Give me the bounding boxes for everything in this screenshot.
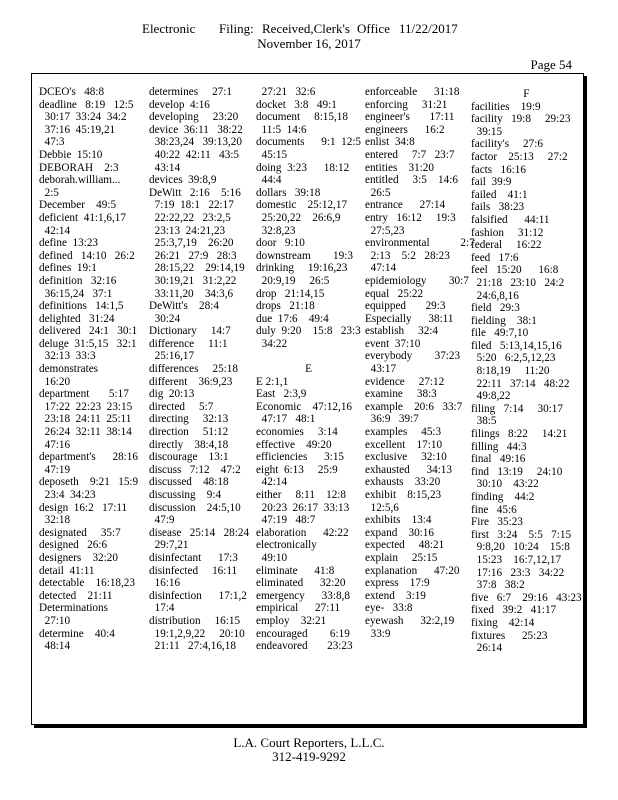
index-entry: 23:13 24:21,23	[149, 224, 226, 237]
index-entry: disinfection 17:1,2	[149, 589, 247, 602]
filing-stamp-date: 11/22/2017	[399, 21, 458, 36]
index-entry: endeavored 23:23	[256, 640, 353, 653]
index-entry: exclusive 32:10	[365, 451, 447, 464]
index-entry: 37:8 38:2	[471, 579, 525, 592]
index-entry: 22:22,22 23:2,5	[149, 211, 231, 224]
index-entry: department's 28:16	[39, 451, 138, 464]
index-entry: 23:4 34:23	[39, 489, 96, 501]
index-entry: employ 32:21	[256, 614, 327, 627]
index-entry: 38:23,24 39:13,20	[149, 136, 242, 149]
index-entry: 47:3	[39, 136, 65, 149]
index-entry: expand 30:16	[365, 526, 434, 539]
index-entry: directly 38:4,18	[149, 438, 229, 451]
index-entry: exhibit 8:15,23	[365, 489, 442, 501]
index-entry: domestic 25:12,17	[256, 199, 348, 212]
index-entry: 40:22 42:11 43:5	[149, 148, 240, 161]
index-entry: encouraged 6:19	[256, 627, 350, 640]
footer-phone: 312-419-9292	[272, 749, 346, 764]
filing-stamp-electronic: Electronic	[142, 21, 196, 36]
index-entry: discussed 48:18	[149, 476, 229, 489]
index-entry: facilities 19:9	[471, 100, 541, 113]
index-entry: 32:8,23	[256, 224, 296, 237]
index-entry: 36:15,24 37:1	[39, 287, 113, 300]
index-entry: 37:16 45:19,21	[39, 123, 116, 136]
index-entry: 47:16	[39, 438, 71, 451]
index-entry: 30:10 43:22	[471, 478, 539, 491]
index-entry: 26:14	[471, 642, 503, 655]
index-entry: 48:14	[39, 640, 71, 653]
index-entry: 45:15	[256, 148, 288, 161]
index-entry: developing 23:20	[149, 111, 239, 124]
index-entry: 16:20	[39, 375, 71, 388]
index-entry: 42:14	[256, 476, 288, 489]
index-entry: emergency 33:8,8	[256, 589, 350, 602]
index-entry: differences 25:18	[149, 363, 238, 376]
index-entry: fail 39:9	[471, 176, 512, 189]
index-entry: file 49:7,10	[471, 327, 529, 340]
index-entry: 36:9 39:7	[365, 413, 419, 426]
index-entry: 27:10	[39, 614, 71, 627]
filing-stamp-filing: Filing:	[219, 21, 254, 36]
index-entry: document 8:15,18	[256, 111, 348, 124]
index-entry: December 49:5	[39, 199, 117, 212]
index-entry: deborah.william...	[39, 174, 121, 187]
index-entry: exhausted 34:13	[365, 463, 452, 476]
index-entry: develop 4:16	[149, 98, 210, 111]
index-entry: discuss 7:12 47:2	[149, 463, 241, 476]
index-entry: electronically	[256, 539, 317, 552]
index-entry: 17:22 22:23 23:15	[39, 400, 133, 413]
index-entry: explain 25:15	[365, 551, 438, 564]
index-entry: 42:14	[39, 224, 71, 237]
index-entry: extend 3:19	[365, 589, 426, 602]
index-entry: discussion 24:5,10	[149, 501, 241, 514]
footer-company: L.A. Court Reporters, L.L.C.	[233, 735, 385, 750]
index-entry: excellent 17:10	[365, 438, 443, 451]
index-entry: first 3:24 5:5 7:15	[471, 528, 572, 541]
index-entry: directing 32:13	[149, 413, 229, 426]
index-entry: filling 44:3	[471, 440, 527, 453]
index-entry: 21:11 27:4,16,18	[149, 640, 236, 653]
filing-stamp-office: Office	[357, 21, 390, 36]
index-entry: entry 16:12 19:3	[365, 211, 456, 224]
index-entry: docket 3:8 49:1	[256, 98, 337, 111]
index-entry: 47:19 48:7	[256, 514, 316, 527]
index-entry: deadline 8:19 12:5	[39, 98, 134, 111]
index-entry: environmental 2:7	[365, 237, 475, 250]
index-entry: facility's 27:6	[471, 138, 543, 151]
page-number: Page 54	[530, 57, 572, 72]
index-column-5	[471, 88, 582, 655]
index-entry: duly 9:20 15:8 23:3	[256, 325, 361, 338]
index-entry	[256, 350, 361, 363]
index-entry: eight 6:13 25:9	[256, 463, 338, 476]
index-entry: 25:3,7,19 26:20	[149, 237, 234, 250]
index-entry: 20:9,19 26:5	[256, 274, 330, 287]
index-entry: detail 41:11	[39, 564, 95, 577]
index-entry: 49:10	[256, 551, 288, 564]
index-entry: enforcing 31:21	[365, 98, 448, 111]
index-entry: designers 32:20	[39, 551, 118, 564]
index-entry: E 2:1,1	[256, 375, 289, 388]
index-entry: five 6:7 29:16 43:23	[471, 591, 582, 604]
index-entry: either 8:11 12:8	[256, 489, 347, 501]
index-entry: 30:19,21 31:2,22	[149, 274, 237, 287]
index-entry: drinking 19:16,23	[256, 262, 348, 275]
index-entry: finding 44:2	[471, 491, 535, 503]
index-entry: 16:16	[149, 577, 181, 590]
index-entry: deluge 31:5,15 32:1	[39, 337, 137, 350]
index-entry: 21:18 23:10 24:2	[471, 276, 565, 289]
section-letter: E	[305, 363, 312, 376]
index-entry: dig 20:13	[149, 388, 195, 401]
index-entry: 26:24 32:11 38:14	[39, 426, 132, 439]
index-entry: fails 38:23	[471, 201, 525, 214]
section-letter: F	[523, 88, 530, 100]
index-entry: fixing 42:14	[471, 616, 535, 629]
index-entry: delivered 24:1 30:1	[39, 325, 138, 338]
index-entry: Fire 35:23	[471, 516, 523, 529]
index-entry: entered 7:7 23:7	[365, 148, 455, 161]
index-entry: due 17:6 49:4	[256, 312, 329, 325]
index-entry: event 37:10	[365, 337, 421, 350]
index-entry: field 29:3	[471, 302, 520, 315]
index-entry: filings 8:22 14:21	[471, 428, 568, 441]
index-entry: 32:18	[39, 514, 71, 527]
index-entry: entitled 3:5 14:6	[365, 174, 458, 187]
index-entry: establish 32:4	[365, 325, 439, 338]
index-entry: Especially 38:11	[365, 312, 454, 325]
index-entry: DEBORAH 2:3	[39, 161, 119, 174]
index-entry: delighted 31:24	[39, 312, 115, 325]
index-entry: 38:5	[471, 415, 497, 428]
index-entry: economies 3:14	[256, 426, 338, 439]
index-entry: eliminated 32:20	[256, 577, 346, 590]
index-entry: determine 40:4	[39, 627, 115, 640]
index-entry: eyewash 32:2,19	[365, 614, 455, 627]
index-entry: doing 3:23 18:12	[256, 161, 350, 174]
index-entry: 43:14	[149, 161, 181, 174]
index-entry: everybody 37:23	[365, 350, 461, 363]
index-entry: door 9:10	[256, 237, 305, 250]
index-entry: 47:19	[39, 463, 71, 476]
index-entry: engineer's 17:11	[365, 111, 455, 124]
index-entry: 24:6,8,16	[471, 289, 519, 302]
index-entry: dollars 39:18	[256, 186, 321, 199]
index-entry: final 49:16	[471, 453, 526, 466]
index-entry: equal 25:22	[365, 287, 424, 300]
index-entry: examine 38:3	[365, 388, 437, 401]
index-entry: DCEO's 48:8	[39, 86, 105, 98]
index-entry: explanation 47:20	[365, 564, 460, 577]
index-entry: example 20:6 33:7	[365, 400, 463, 413]
index-entry: distribution 16:15	[149, 614, 241, 627]
index-entry: epidemiology 30:7	[365, 274, 469, 287]
index-entry: fashion 31:12	[471, 226, 544, 239]
index-entry: filed 5:13,14,15,16	[471, 339, 562, 352]
index-entry: DeWitt's 28:4	[149, 300, 219, 313]
index-entry: fielding 38:1	[471, 314, 537, 327]
index-entry: discussing 9:4	[149, 489, 222, 501]
index-entry: 34:22	[256, 337, 288, 350]
index-entry: determines 27:1	[149, 86, 232, 98]
index-entry: entities 31:20	[365, 161, 434, 174]
index-table	[31, 73, 584, 725]
index-entry: 17:4	[149, 602, 175, 615]
index-entry: East 2:3,9	[256, 388, 307, 401]
index-entry: department 5:17	[39, 388, 129, 401]
index-entry: fine 45:6	[471, 503, 517, 516]
index-entry: 33:9	[365, 627, 391, 640]
index-entry: efficiencies 3:15	[256, 451, 345, 464]
index-entry: disinfected 16:11	[149, 564, 238, 577]
index-entry: enforceable 31:18	[365, 86, 460, 98]
index-entry: 2:5	[39, 186, 59, 199]
index-entry: examples 45:3	[365, 426, 442, 439]
index-entry: engineers 16:2	[365, 123, 445, 136]
index-entry: enlist 34:8	[365, 136, 415, 149]
index-entry: factor 25:13 27:2	[471, 150, 568, 163]
index-entry: 5:20 6:2,5,12,23	[471, 352, 556, 365]
index-entry: definitions 14:1,5	[39, 300, 124, 313]
index-entry: falsified 44:11	[471, 213, 550, 226]
index-column-3	[256, 86, 361, 653]
index-entry: 39:15	[471, 125, 503, 138]
index-entry: 23:18 24:11 25:11	[39, 413, 132, 426]
index-entry: defined 14:10 26:2	[39, 249, 135, 262]
index-entry: downstream 19:3	[256, 249, 353, 262]
index-entry: designated 35:7	[39, 526, 121, 539]
index-entry: difference 11:1	[149, 337, 228, 350]
index-entry: fixtures 25:23	[471, 629, 548, 642]
index-column-2	[149, 86, 249, 653]
index-entry: find 13:19 24:10	[471, 465, 563, 478]
index-entry: elaboration 42:22	[256, 526, 349, 539]
index-entry: discourage 13:1	[149, 451, 229, 464]
index-entry: feed 17:6	[471, 251, 519, 264]
index-entry: 47:9	[149, 514, 175, 527]
index-entry: empirical 27:11	[256, 602, 341, 615]
index-entry: 44:4	[256, 174, 282, 187]
index-entry: federal 16:22	[471, 239, 542, 252]
index-entry: expected 48:21	[365, 539, 445, 552]
index-entry: 7:19 18:1 22:17	[149, 199, 234, 212]
index-entry: 47:14	[365, 262, 397, 275]
index-entry: effective 49:20	[256, 438, 332, 451]
index-entry: DeWitt 2:16 5:16	[149, 186, 241, 199]
index-entry: 2:13 5:2 28:23	[365, 249, 450, 262]
index-entry: filing 7:14 30:17	[471, 402, 563, 415]
index-column-1	[39, 86, 138, 653]
index-entry: 27:5,23	[365, 224, 405, 237]
index-entry: eliminate 41:8	[256, 564, 335, 577]
index-entry: device 36:11 38:22	[149, 123, 243, 136]
index-entry: Dictionary 14:7	[149, 325, 231, 338]
index-entry: 28:15,22 29:14,19	[149, 262, 245, 275]
index-entry: 15:23 16:7,12,17	[471, 553, 562, 566]
index-entry: express 17:9	[365, 577, 430, 590]
index-entry: drop 21:14,15	[256, 287, 325, 300]
index-entry: 26:21 27:9 28:3	[149, 249, 237, 262]
index-entry: 43:17	[365, 363, 397, 376]
index-entry: 17:16 23:3 34:22	[471, 566, 565, 579]
index-entry: 30:24	[149, 312, 181, 325]
index-entry: facts 16:16	[471, 163, 526, 176]
index-entry: deposeth 9:21 15:9	[39, 476, 139, 489]
index-entry: 20:23 26:17 33:13	[256, 501, 350, 514]
index-entry: different 36:9,23	[149, 375, 233, 388]
index-entry: deficient 41:1,6,17	[39, 211, 126, 224]
filing-stamp-received: Received,Clerk's	[262, 21, 350, 36]
index-entry: 30:17 33:24 34:2	[39, 111, 127, 124]
index-entry: facility 19:8 29:23	[471, 113, 571, 126]
index-entry: designed 26:6	[39, 539, 108, 552]
index-entry: 25:16,17	[149, 350, 195, 363]
index-entry: entrance 27:14	[365, 199, 446, 212]
index-entry: defines 19:1	[39, 262, 97, 275]
index-entry: Economic 47:12,16	[256, 400, 353, 413]
transcript-date: November 16, 2017	[257, 36, 361, 51]
index-entry: Debbie 15:10	[39, 148, 103, 161]
index-entry: 49:8,22	[471, 390, 511, 403]
index-entry: fixed 39:2 41:17	[471, 604, 557, 617]
index-entry: exhibits 13:4	[365, 514, 432, 527]
index-entry: design 16:2 17:11	[39, 501, 128, 514]
index-entry: direction 51:12	[149, 426, 229, 439]
index-entry: detected 21:11	[39, 589, 113, 602]
index-entry: documents 9:1 12:5	[256, 136, 362, 149]
index-entry: directed 5:7	[149, 400, 214, 413]
index-entry: devices 39:8,9	[149, 174, 217, 187]
index-entry: 32:13 33:3	[39, 350, 96, 363]
index-entry: 25:20,22 26:6,9	[256, 211, 341, 224]
index-entry: equipped 29:3	[365, 300, 446, 313]
index-entry: 47:17 48:1	[256, 413, 316, 426]
index-entry: 26:5	[365, 186, 391, 199]
index-column-4	[365, 86, 475, 640]
index-entry: 33:11,20 34:3,6	[149, 287, 234, 300]
index-entry: demonstrates	[39, 363, 99, 376]
index-entry: 19:1,2,9,22 20:10	[149, 627, 245, 640]
index-entry: disease 25:14 28:24	[149, 526, 250, 539]
index-entry: feel 15:20 16:8	[471, 264, 559, 277]
index-entry: Determinations	[39, 602, 108, 615]
index-entry: 8:18,19 11:20	[471, 365, 550, 378]
index-entry: disinfectant 17:3	[149, 551, 238, 564]
index-entry: 11:5 14:6	[256, 123, 307, 136]
index-entry: 29:7,21	[149, 539, 189, 552]
index-entry: 12:5,6	[365, 501, 399, 514]
index-entry: evidence 27:12	[365, 375, 445, 388]
index-entry: eye- 33:8	[365, 602, 413, 615]
index-entry: definition 32:16	[39, 274, 117, 287]
index-entry: 9:8,20 10:24 15:8	[471, 541, 570, 554]
index-entry: exhausts 33:20	[365, 476, 441, 489]
index-entry: 22:11 37:14 48:22	[471, 377, 570, 390]
index-entry: failed 41:1	[471, 188, 528, 201]
index-entry: define 13:23	[39, 237, 99, 250]
index-entry: 27:21 32:6	[256, 86, 316, 98]
index-entry: drops 21:18	[256, 300, 315, 313]
index-entry: detectable 16:18,23	[39, 577, 135, 590]
